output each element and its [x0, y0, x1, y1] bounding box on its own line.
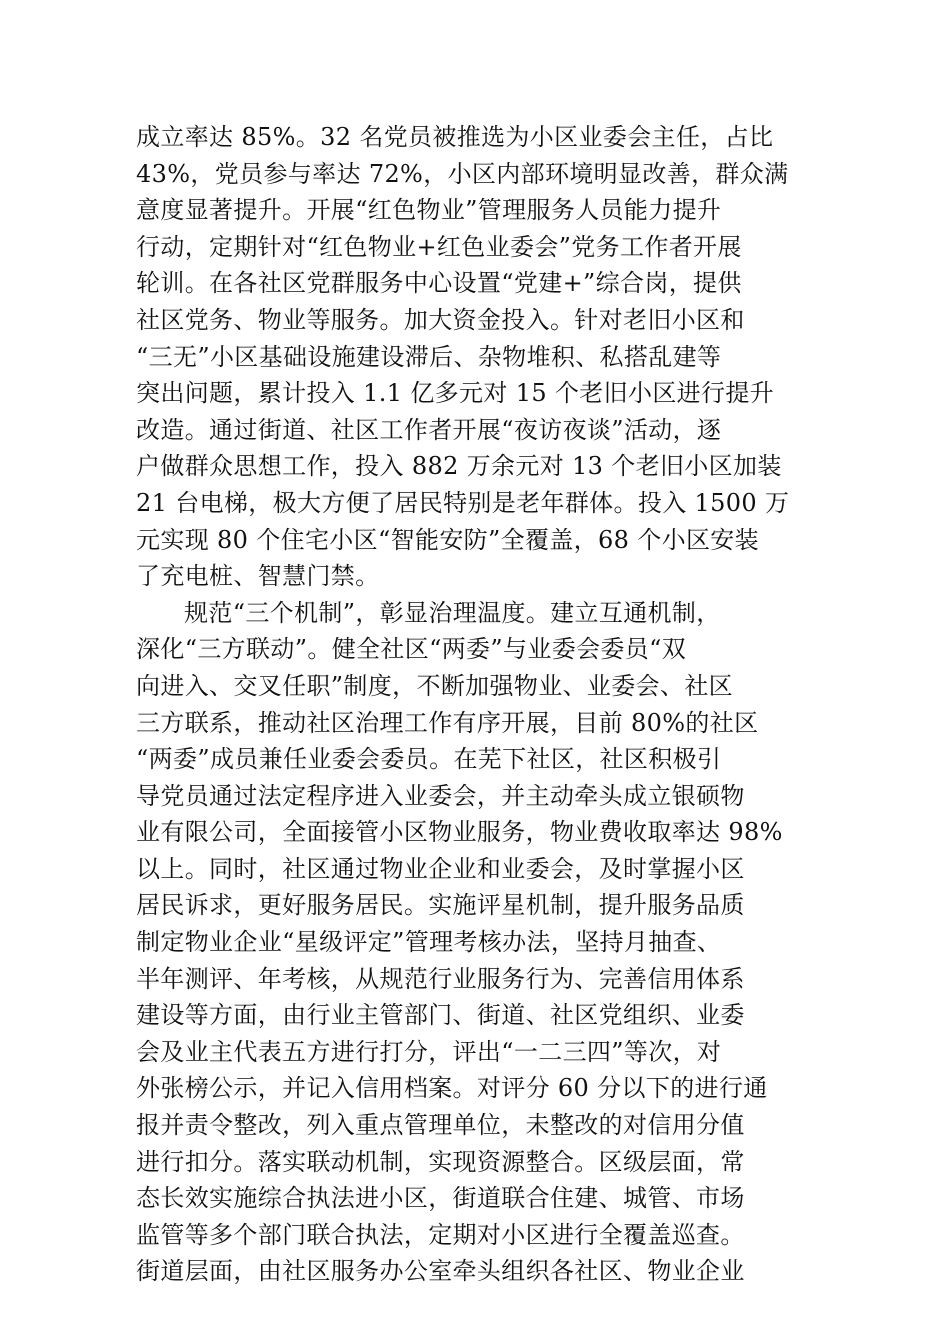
text-line: 轮训。在各社区党群服务中心设置“党建+”综合岗，提供	[136, 269, 742, 298]
text-line: 报并责令整改，列入重点管理单位，未整改的对信用分值	[136, 1111, 745, 1140]
text-line: 21 台电梯，极大方便了居民特别是老年群体。投入 1500 万	[136, 488, 790, 517]
text-line: 成立率达 85%。32 名党员被推选为小区业委会主任，占比	[136, 123, 774, 151]
paragraph-2	[136, 595, 816, 1290]
text-line: 态长效实施综合执法进小区，街道联合住建、城管、市场	[136, 1184, 745, 1213]
text-line: 意度显著提升。开展“红色物业”管理服务人员能力提升	[136, 196, 722, 225]
text-line: “两委”成员兼任业委会委员。在芜下社区，社区积极引	[136, 745, 722, 774]
text-line: 三方联系，推动社区治理工作有序开展，目前 80%的社区	[136, 708, 759, 737]
text-line: 监管等多个部门联合执法，定期对小区进行全覆盖巡查。	[136, 1220, 745, 1249]
document-page	[136, 119, 816, 1290]
text-line-indented: 规范“三个机制”，彰显治理温度。建立互通机制，	[184, 598, 721, 627]
text-line: 业有限公司，全面接管小区物业服务，物业费收取率达 98%	[136, 818, 783, 847]
text-line: 行动，定期针对“红色物业+红色业委会”党务工作者开展	[136, 232, 742, 261]
text-line: 进行扣分。落实联动机制，实现资源整合。区级层面，常	[136, 1147, 745, 1176]
text-line: 导党员通过法定程序进入业委会，并主动牵头成立银硕物	[136, 781, 745, 810]
text-line: 以上。同时，社区通过物业企业和业委会，及时掌握小区	[136, 854, 745, 883]
text-line: 43%，党员参与率达 72%，小区内部环境明显改善，群众满	[136, 159, 789, 188]
text-line: 向进入、交叉任职”制度，不断加强物业、业委会、社区	[136, 671, 734, 700]
text-line: 深化“三方联动”。健全社区“两委”与业委会委员“双	[136, 635, 687, 664]
text-line: 元实现 80 个住宅小区“智能安防”全覆盖，68 个小区安装	[136, 525, 760, 554]
paragraph-1	[136, 119, 816, 595]
text-line: 会及业主代表五方进行打分，评出“一二三四”等次，对	[136, 1037, 722, 1066]
text-line: 外张榜公示，并记入信用档案。对评分 60 分以下的进行通	[136, 1074, 768, 1103]
text-line: 街道层面，由社区服务办公室牵头组织各社区、物业企业	[136, 1257, 745, 1286]
text-line: 半年测评、年考核，从规范行业服务行为、完善信用体系	[136, 964, 745, 993]
text-line: 户做群众思想工作，投入 882 万余元对 13 个老旧小区加装	[136, 452, 782, 481]
text-line: 社区党务、物业等服务。加大资金投入。针对老旧小区和	[136, 305, 745, 334]
text-line: 居民诉求，更好服务居民。实施评星机制，提升服务品质	[136, 891, 745, 920]
text-line: 突出问题，累计投入 1.1 亿多元对 15 个老旧小区进行提升	[136, 379, 775, 408]
text-line: 了充电桩、智慧门禁。	[136, 562, 380, 591]
text-line: 改造。通过街道、社区工作者开展“夜访夜谈”活动，逐	[136, 415, 722, 444]
text-line: “三无”小区基础设施建设滞后、杂物堆积、私搭乱建等	[136, 342, 722, 371]
text-line: 建设等方面，由行业主管部门、街道、社区党组织、业委	[136, 1001, 745, 1030]
text-line: 制定物业企业“星级评定”管理考核办法，坚持月抽查、	[136, 928, 722, 957]
